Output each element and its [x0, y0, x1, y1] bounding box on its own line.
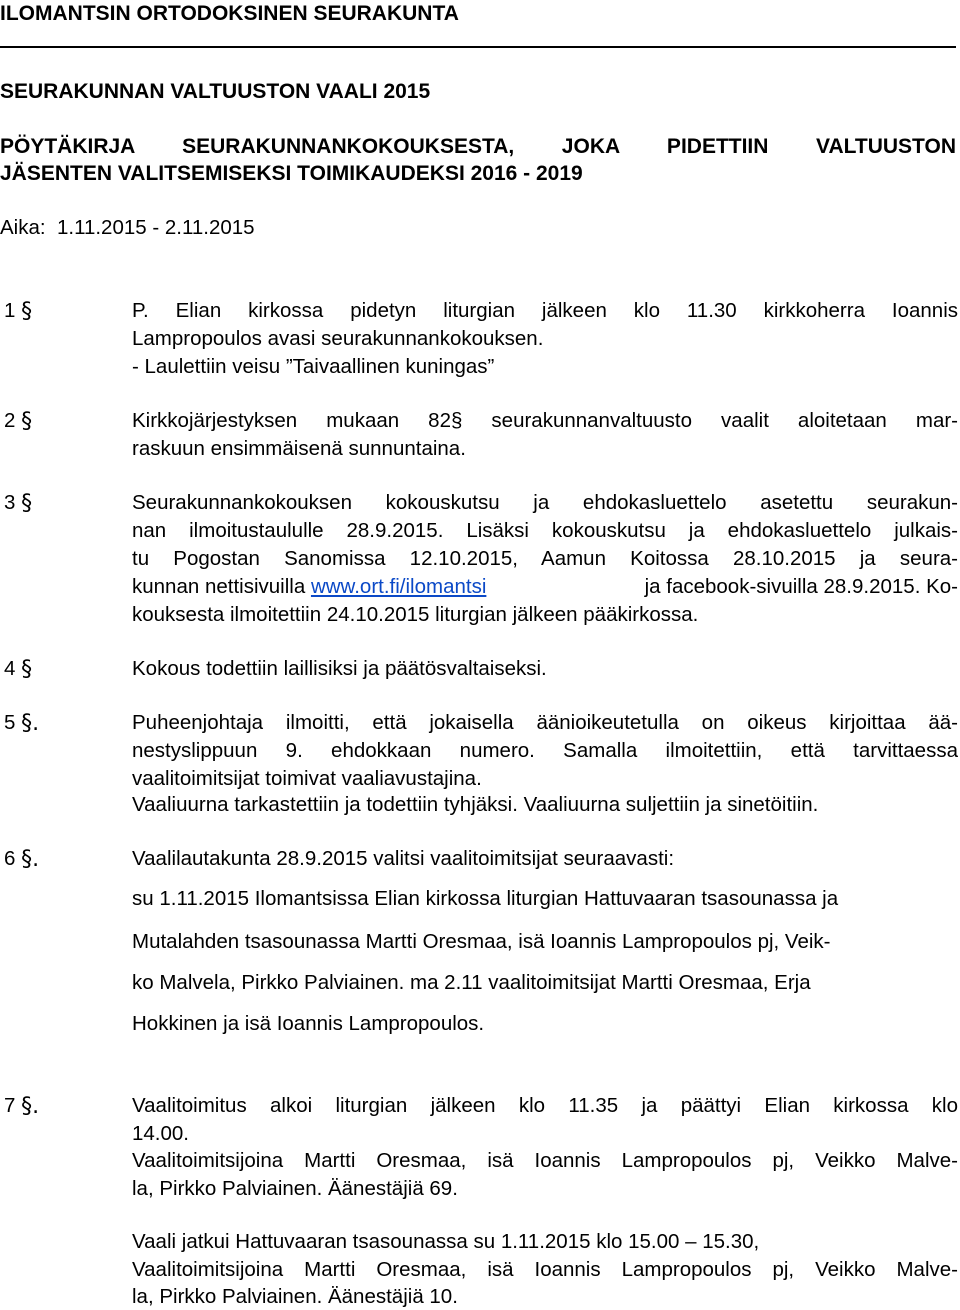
- section-1-line-2: Lampropoulos avasi seurakunnankokouksen.: [132, 327, 544, 350]
- section-4-number: 4 §: [4, 657, 33, 682]
- election-title: SEURAKUNNAN VALTUUSTON VAALI 2015: [0, 80, 431, 103]
- website-link[interactable]: www.ort.fi/ilomantsi: [310, 575, 487, 598]
- section-1-number: 1 §: [4, 299, 33, 324]
- section-1-line-3: - Laulettiin veisu ”Taivaallinen kuningas”: [132, 355, 495, 378]
- section-3-line-4: [132, 574, 958, 600]
- section-4-line-1: Kokous todettiin laillisiksi ja päätösvaltaiseksi.: [132, 657, 547, 680]
- section-2-line-2: raskuun ensimmäisenä sunnuntaina.: [132, 437, 466, 460]
- section-3-line-5: kouksesta ilmoitettiin 24.10.2015 liturgian jälkeen pääkirkossa.: [132, 603, 699, 626]
- section-6-line-1: Vaalilautakunta 28.9.2015 valitsi vaalitoimitsijat seuraavasti:: [132, 847, 675, 870]
- section-7-line-1: Vaalitoimitus alkoi liturgian jälkeen klo 11.35 ja päättyi Elian kirkossa klo: [132, 1094, 958, 1117]
- section-5-number: 5 §.: [4, 711, 40, 736]
- section-6-line-4: ko Malvela, Pirkko Palviainen. ma 2.11 vaalitoimitsijat Martti Oresmaa, Erja: [132, 971, 811, 994]
- organization-title: ILOMANTSIN ORTODOKSINEN SEURAKUNTA: [0, 2, 459, 25]
- section-2-line-1: Kirkkojärjestyksen mukaan 82§ seurakunnanvaltuusto vaalit aloitetaan mar-: [132, 409, 958, 432]
- section-3-number: 3 §: [4, 491, 33, 516]
- section-6-number: 6 §.: [4, 847, 40, 872]
- section-7-line-7: la, Pirkko Palviainen. Äänestäjiä 10.: [132, 1285, 458, 1308]
- time-value: 1.11.2015 - 2.11.2015: [56, 216, 255, 239]
- section-7-line-2: 14.00.: [132, 1122, 189, 1145]
- section-7-number: 7 §.: [4, 1094, 40, 1119]
- section-5-line-4: Vaaliuurna tarkastettiin ja todettiin tyhjäksi. Vaaliuurna suljettiin ja sinetöitiin.: [132, 793, 819, 816]
- section-5-line-1: Puheenjohtaja ilmoitti, että jokaisella äänioikeutetulla on oikeus kirjoittaa ää-: [132, 711, 958, 734]
- section-2-number: 2 §: [4, 409, 33, 434]
- minutes-title-line-2: JÄSENTEN VALITSEMISEKSI TOIMIKAUDEKSI 2016 - 2019: [0, 162, 583, 185]
- section-7-line-3: Vaalitoimitsijoina Martti Oresmaa, isä Ioannis Lampropoulos pj, Veikko Malve-: [132, 1149, 958, 1172]
- section-6-line-2: su 1.11.2015 Ilomantsissa Elian kirkossa liturgian Hattuvaaran tsasounassa ja: [132, 887, 839, 910]
- section-3-line-1: Seurakunnankokouksen kokouskutsu ja ehdokasluettelo asetettu seurakun-: [132, 491, 958, 514]
- section-6-line-3: Mutalahden tsasounassa Martti Oresmaa, isä Ioannis Lampropoulos pj, Veik-: [132, 930, 831, 953]
- section-7-line-6: Vaalitoimitsijoina Martti Oresmaa, isä Ioannis Lampropoulos pj, Veikko Malve-: [132, 1258, 958, 1281]
- time-label: Aika:: [0, 216, 46, 239]
- section-3-line-4-end: ja facebook-sivuilla 28.9.2015. Ko-: [644, 575, 958, 598]
- section-1-line-1: P. Elian kirkossa pidetyn liturgian jälkeen klo 11.30 kirkkoherra Ioannis: [132, 299, 958, 322]
- meeting-time: [0, 214, 255, 242]
- section-3-line-4-start: kunnan nettisivuilla www.ort.fi/ilomantsi: [132, 575, 487, 598]
- section-3-line-3: tu Pogostan Sanomissa 12.10.2015, Aamun Koitossa 28.10.2015 ja seura-: [132, 547, 958, 570]
- section-7-line-4: la, Pirkko Palviainen. Äänestäjiä 69.: [132, 1177, 458, 1200]
- section-3-line-2: nan ilmoitustaululle 28.9.2015. Lisäksi kokouskutsu ja ehdokasluettelo julkais-: [132, 519, 958, 542]
- header-divider: [0, 46, 956, 48]
- section-7-line-5: Vaali jatkui Hattuvaaran tsasounassa su 1.11.2015 klo 15.00 – 15.30,: [132, 1230, 760, 1253]
- section-6-line-5: Hokkinen ja isä Ioannis Lampropoulos.: [132, 1012, 485, 1035]
- minutes-title-line-1: PÖYTÄKIRJA SEURAKUNNANKOKOUKSESTA, JOKA PIDETTIIN VALTUUSTON: [0, 135, 956, 158]
- section-5-line-3: vaalitoimitsijat toimivat vaaliavustajina.: [132, 767, 482, 790]
- section-5-line-2: nestyslippuun 9. ehdokkaan numero. Samalla ilmoitettiin, että tarvittaessa: [132, 739, 958, 762]
